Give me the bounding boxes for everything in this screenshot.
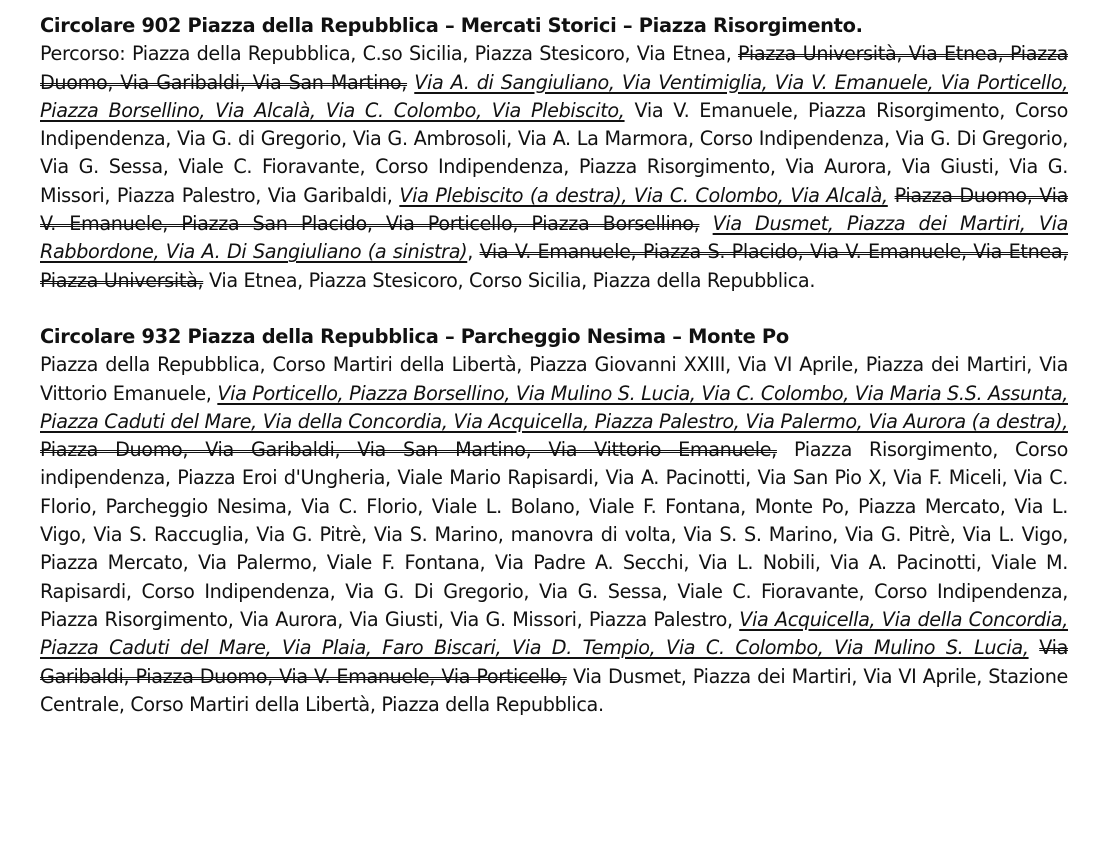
deleted-text: Piazza Duomo, Via V. Emanuele, Piazza San Placido, Via Porticello, Piazza Borsellino, [40,183,1069,236]
route-text: Via V. Emanuele, Piazza Risorgimento, Corso Indipendenza, Via G. di Gregorio, Via G. Ambrosoli, Via A. La Marmora, Corso Indipendenza, Via G. Di Gregorio, Via G. Sessa, Viale C. Fioravante, Corso Indipendenza, Piazza Risorgimento, Via Aurora, Via Giusti, Via G. Missori, Piazza Palestro, Via Garibaldi, [40,98,1068,207]
deleted-text: Via V. Emanuele, Piazza S. Placido, Via V. Emanuele, Via Etnea, Piazza Università, [40,240,1069,292]
inserted-text: Via Acquicella, Via della Concordia, Piazza Caduti del Mare, Via Plaia, Faro Biscari, Via D. Tempio, Via C. Colombo, Via Mulino S. Lucia, [40,607,1068,660]
inserted-text: Via A. di Sangiuliano, Via Ventimiglia, Via V. Emanuele, Via Porticello, Piazza Borsellino, Via Alcalà, Via C. Colombo, Via Plebiscito, [40,70,1068,122]
route-text: Piazza Risorgimento, Corso indipendenza, Piazza Eroi d'Ungheria, Viale Mario Rapisardi, Via A. Pacinotti, Via San Pio X, Via F. Miceli, Via C. Florio, Parcheggio Nesima, Via C. Florio, Viale L. Bolano, Viale F. Fontana, Monte Po, Piazza Mercato, Via L. Vigo, Via S. Raccuglia, Via G. Pitrè, Via S. Marino, manovra di volta, Via S. S. Marino, Via G. Pitrè, Via L. Vigo, Piazza Mercato, Via Palermo, Viale F. Fontana, Via Padre A. Secchi, Via L. Nobili, Via A. Pacinotti, Viale M. Rapisardi, Corso Indipendenza, Via G. Di Gregorio, Via G. Sessa, Viale C. Fioravante, Corso Indipendenza, Piazza Risorgimento, Via Aurora, Via Giusti, Via G. Missori, Piazza Palestro, [40,438,1069,631]
route-text [888,184,895,207]
route-description [40,40,1068,295]
route-text [699,212,712,235]
inserted-text: Via Plebiscito (a destra), Via C. Colombo, Via Alcalà, [399,183,888,207]
deleted-text: Piazza Università, Via Etnea, Piazza Duomo, Via Garibaldi, Via San Martino, [40,42,1068,94]
deleted-text: Via Garibaldi, Piazza Duomo, Via V. Emanuele, Via Porticello, [40,636,1069,688]
section-spacer [40,295,1068,323]
route-title: Circolare 902 Piazza della Repubblica – Mercati Storici – Piazza Risorgimento. [40,14,863,37]
inserted-text: Via Porticello, Piazza Borsellino, Via Mulino S. Lucia, Via C. Colombo, Via Maria S.S. Assunta, Piazza Caduti del Mare, Via della Concordia, Via Acquicella, Piazza Palestro, Via Palermo, Via Aurora (a destra), [40,381,1068,433]
document-page [40,12,1068,719]
route-description [40,351,1068,719]
deleted-text: Piazza Duomo, Via Garibaldi, Via San Martino, Via Vittorio Emanuele, [40,438,777,462]
route-text: Via Dusmet, Piazza dei Martiri, Via VI Aprile, Stazione Centrale, Corso Martiri della Libertà, Piazza della Repubblica. [40,664,1068,716]
route-text: Via Etnea, Piazza Stesicoro, Corso Sicilia, Piazza della Repubblica. [203,268,816,292]
route-section-932 [40,323,1068,719]
route-title: Circolare 932 Piazza della Repubblica – Parcheggio Nesima – Monte Po [40,324,789,348]
inserted-text: Via Dusmet, Piazza dei Martiri, Via Rabbordone, Via A. Di Sangiuliano (a sinistra) [40,212,1069,264]
route-text: Piazza della Repubblica, Corso Martiri della Libertà, Piazza Giovanni XXIII, Via VI Aprile, Piazza dei Martiri, Via Vittorio Emanuele, [40,353,1068,405]
route-text: Percorso: Piazza della Repubblica, C.so Sicilia, Piazza Stesicoro, Via Etnea, [40,42,739,66]
route-text: , [467,240,480,264]
route-text [1029,636,1040,659]
route-section-902 [40,12,1068,295]
